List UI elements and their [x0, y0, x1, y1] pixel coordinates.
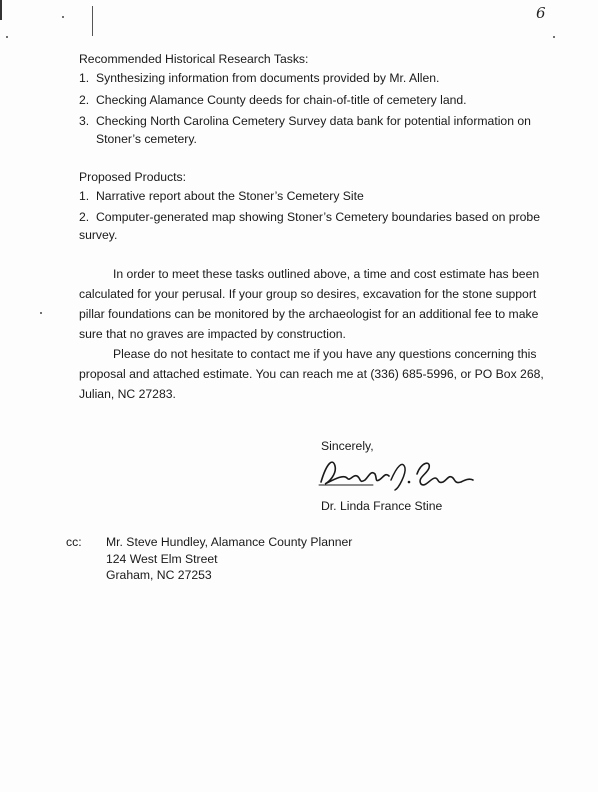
cc-recipient-street: 124 West Elm Street	[106, 551, 218, 566]
cc-label: cc:	[66, 535, 82, 549]
paragraph-contact-text: Please do not hesitate to contact me if you have any questions concerning this proposal and attached estimate. You can reach me at (336) 685-5996, or PO Box 268, Julian, NC 27283.	[79, 347, 544, 401]
scan-edge-mark	[0, 0, 2, 20]
research-item	[79, 113, 531, 147]
research-item-text: Checking North Carolina Cemetery Survey data bank for potential information on	[96, 114, 531, 128]
research-item-text: Checking Alamance County deeds for chain-of-title of cemetery land.	[96, 93, 467, 107]
product-item-text: Computer-generated map showing Stoner’s Cemetery boundaries based on probe	[96, 210, 540, 224]
research-item-number: 3.	[79, 114, 90, 128]
signer-name: Dr. Linda France Stine	[321, 499, 443, 513]
products-heading: Proposed Products:	[79, 170, 187, 184]
product-item	[79, 188, 364, 204]
research-item-continuation: Stoner’s cemetery.	[96, 132, 197, 146]
product-item	[79, 209, 540, 243]
paragraph-contact	[79, 344, 545, 404]
page-number: 6	[536, 4, 546, 22]
product-item-continuation: survey.	[79, 228, 118, 242]
research-item	[79, 70, 439, 86]
paragraph-estimate-text: In order to meet these tasks outlined above, a time and cost estimate has been calculated for your perusal. If your group so desires, excavation for the stone support pillar foundations can be monitored by the archaeologist for an additional fee to make sure that no graves are impacted by construction.	[79, 267, 540, 341]
handwritten-signature	[313, 452, 483, 492]
product-item-text: Narrative report about the Stoner’s Cemetery Site	[96, 189, 364, 203]
research-heading: Recommended Historical Research Tasks:	[79, 52, 309, 66]
scan-speck	[553, 36, 555, 38]
research-item-text: Synthesizing information from documents provided by Mr. Allen.	[96, 71, 440, 85]
scan-fold-line	[92, 6, 93, 36]
cc-recipient	[106, 534, 352, 584]
closing-salutation: Sincerely,	[321, 439, 374, 453]
product-item-number: 2.	[79, 210, 90, 224]
scan-speck	[6, 36, 8, 38]
cc-recipient-name: Mr. Steve Hundley, Alamance County Planner	[106, 535, 353, 549]
cc-recipient-city: Graham, NC 27253	[106, 568, 212, 582]
research-item-number: 2.	[79, 93, 90, 107]
research-item-number: 1.	[79, 71, 90, 85]
research-item	[79, 92, 467, 108]
scan-speck	[40, 312, 42, 314]
paragraph-estimate	[79, 264, 545, 344]
product-item-number: 1.	[79, 189, 90, 203]
scan-speck	[62, 16, 64, 18]
